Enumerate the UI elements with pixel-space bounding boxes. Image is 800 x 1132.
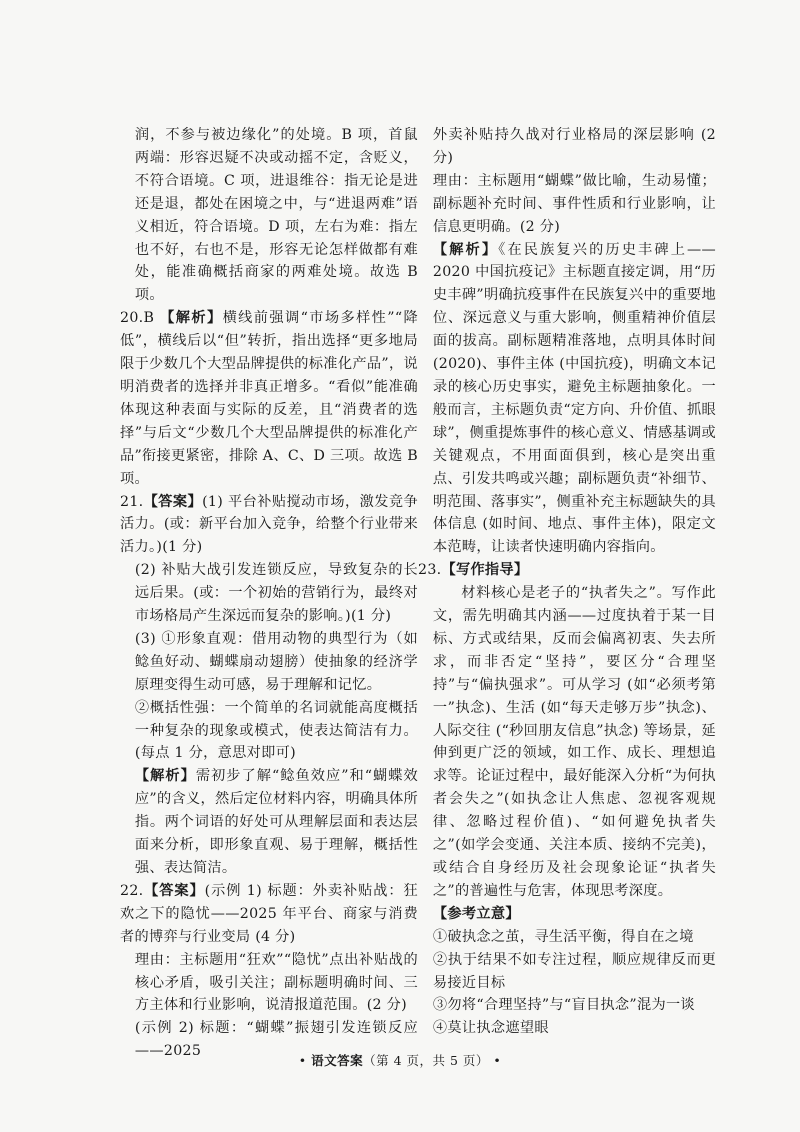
q20-number: 20. <box>120 310 144 327</box>
q20-text: 横线前强调“市场多样性”“降低”，横线后以“但”转折，指出选择“更多地局限于少数几个大型品牌提供的标准化产品”，说明消费者的选择并非真正增多。“看似”能准确体现这种表面与实际的反差，且“消费者的选择”与后文“少数几个大型品牌提供的标准化产品”衔接更紧密，排除 A、C、D 三项。故选 B 项。 <box>120 310 418 487</box>
right-column <box>418 124 716 1040</box>
q23-reference-item: ②执于结果不如专注过程，顺应规律反而更易接近目标 <box>432 951 716 991</box>
q23-guide: 材料核心是老子的“执者失之”。写作此文，需先明确其内涵——过度执着于某一目标、方式或结果，反而会偏离初衷、失去所求，而非否定“坚持”，要区分“合理坚持”与“偏执强求”。可从学习 (如“必须考第一”执念)、生活 (如“每天走够万步”执念)、人际交往 (“秒回朋友信息”执念) 等场景，延伸到更广泛的领域，如工作、成长、理想追求等。论证过程中，最好能深入分析“为何执者会失之”(如执念让人焦虑、忽视客观规律、忽略过程价值)、“如何避免执者失之”(如学会变通、关注本质、接纳不完美)，或结合自身经历及社会现象论证“执者失之”的普遍性与危害，体现思考深度。 <box>432 585 716 899</box>
page-footer <box>0 1051 800 1069</box>
q20-block <box>120 307 418 490</box>
q23-reference-item: ④莫让执念遮望眼 <box>432 1020 549 1037</box>
q22-answer-line <box>120 880 418 949</box>
q23-header <box>418 559 716 582</box>
q19-tail: 润，不参与被边缘化”的处境。B 项，首鼠两端：形容迟疑不决或动摇不定，含贬义，不符合语境。C 项，进退维谷：指无论是进还是退，都处在困境之中，与“进退两难”语义相近，符合语境。D 项，左右为难：指左也不好，右也不是，形容无论怎样做都有难处，能准确概括商家的两难处境。故选 B 项。 <box>134 127 418 304</box>
q22-example2-title-cont: 外卖补贴持久战对行业格局的深层影响 (2 分) <box>432 127 716 166</box>
q22-analysis-text: 《在民族复兴的历史丰碑上——2020 中国抗疫记》主标题直接定调，用“历史丰碑”明确抗疫事件在民族复兴中的重要地位、深远意义与重大影响，侧重精神价值层面的拔高。副标题精准落地，点明具体时间 (2020)、事件主体 (中国抗疫)，明确文本记录的核心历史事实，避免主标题抽象化。一般而言，主标题负责“定方向、升价值、抓眼球”，侧重提炼事件的核心意义、情感基调或关键观点，不用面面俱到，核心是突出重点、引发共鸣或兴趣；副标题负责“补细节、明范围、落事实”，侧重补充主标题缺失的具体信息 (如时间、地点、事件主体)，限定文本范畴，让读者快速明确内容指向。 <box>432 241 716 556</box>
footer-subject: 语文答案 <box>311 1053 364 1068</box>
q22-number: 22. <box>120 882 144 899</box>
q21-analysis <box>120 765 418 880</box>
q22-analysis-tag: 【解析】 <box>432 241 499 258</box>
q22-example1-reason: 理由：主标题用“狂欢”“隐忧”点出补贴战的核心矛盾，吸引关注；副标题明确时间、三方主体和行业影响，说清报道范围。(2 分) <box>134 951 418 1014</box>
q22-example2-reason: 理由：主标题用“蝴蝶”做比喻，生动易懂；副标题补充时间、事件性质和行业影响，让信息更明确。(2 分) <box>432 172 716 235</box>
q21-answer-line <box>120 491 418 560</box>
q22-tag: 【答案】 <box>143 882 205 899</box>
q21-tag: 【答案】 <box>143 493 203 510</box>
q21-p4: ②概括性强：一个简单的名词就能高度概括一种复杂的现象或模式，使表达简洁有力。(每点 1 分，意思对即可) <box>134 699 418 762</box>
q22-example1-title: (示例 1) 标题：外卖补贴战：狂欢之下的隐忧——2025 年平台、商家与消费者的博弈与行业变局 (4 分) <box>120 882 418 945</box>
q21-analysis-tag: 【解析】 <box>134 768 196 785</box>
q22-analysis <box>418 239 716 560</box>
q21-analysis-text: 需初步了解“鲶鱼效应”和“蝴蝶效应”的含义，然后定位材料内容，明确具体所指。两个词语的好处可从理解层面和表达层面来分析，即形象直观、易于理解，概括性强、表达简洁。 <box>134 768 419 876</box>
q22-example2-title: (示例 2) 标题：“蝴蝶”振翅引发连锁反应——2025 <box>134 1020 418 1060</box>
q21-p2: (2) 补贴大战引发连锁反应，导致复杂的长远后果。(或：一个初始的营销行为，最终对市场格局产生深远而复杂的影响。)(1 分) <box>134 562 418 625</box>
q20-tag: 【解析】 <box>160 310 223 327</box>
left-column <box>120 124 418 1063</box>
q23-reference-tag: 【参考立意】 <box>432 905 520 922</box>
q21-p1: (1) 平台补贴搅动市场，激发竞争活力。(或：新平台加入竞争，给整个行业带来活力。)(1 分) <box>120 493 418 556</box>
q20-answer: B <box>143 310 155 327</box>
footer-page-info: （第 4 页，共 5 页） <box>363 1053 489 1068</box>
q23-number: 23. <box>418 562 442 579</box>
q21-number: 21. <box>120 493 144 510</box>
q23-tag: 【写作指导】 <box>441 562 529 579</box>
q23-reference-item: ③勿将“合理坚持”与“盲目执念”混为一谈 <box>432 997 695 1014</box>
footer-dot-right: • <box>488 1053 502 1068</box>
footer-dot-left: • <box>298 1053 312 1068</box>
q23-reference-item: ①破执念之茧，寻生活平衡，得自在之境 <box>432 928 694 945</box>
q21-p3: (3) ①形象直观：借用动物的典型行为（如鲶鱼好动、蝴蝶扇动翅膀）使抽象的经济学原理变得生动可感，易于理解和记忆。 <box>134 630 418 693</box>
